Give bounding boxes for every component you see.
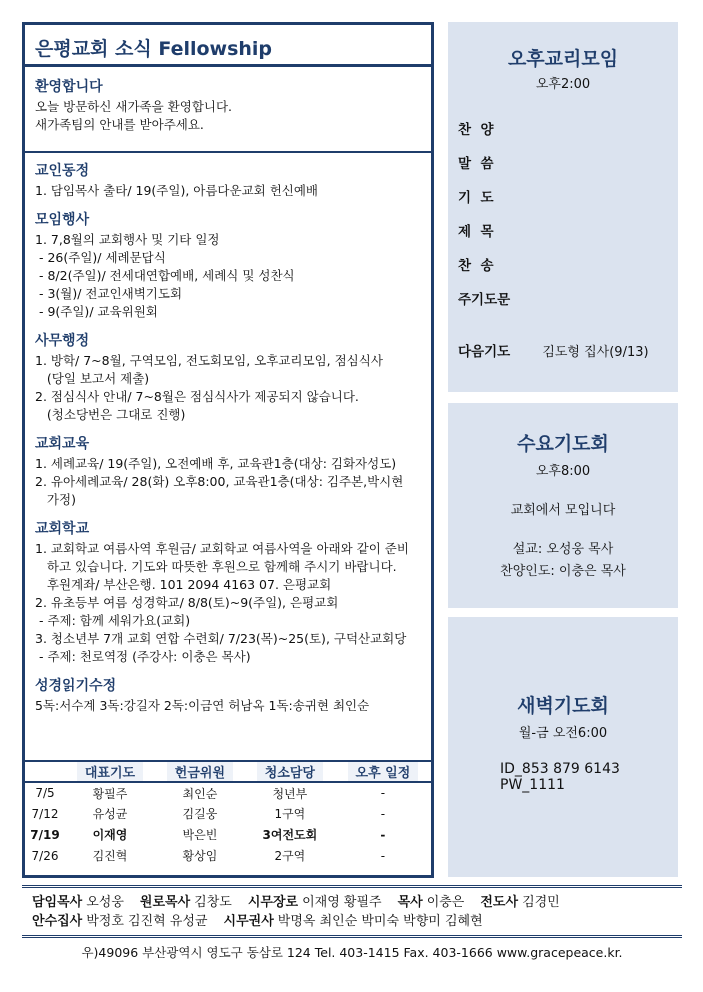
- schedule-row: [25, 803, 431, 824]
- news-line: 가정): [35, 492, 76, 507]
- schedule-header: [25, 762, 65, 782]
- news-line: 1. 세례교육/ 19(주일), 오전예배 후, 교육관1층(대상: 김화자성도): [35, 456, 397, 471]
- staff-name: 김경민: [522, 895, 560, 910]
- address: 우)49096 부산광역시 영도구 동삼로 124 Tel. 403-1415 Fax. 403-1666 www.gracepeace.kr.: [81, 945, 623, 960]
- news-line: 2. 점심식사 안내/ 7~8월은 점심식사가 제공되지 않습니다.: [35, 389, 359, 404]
- news-line: 1. 방학/ 7~8월, 구역모임, 전도회모임, 오후교리모임, 점심식사: [35, 353, 383, 368]
- news-line: 하고 있습니다. 기도와 따뜻한 후원으로 함께해 주시기 바랍니다.: [35, 559, 397, 574]
- staff-role: 목사: [397, 895, 423, 910]
- staff-name: 오성웅: [86, 895, 124, 910]
- program-item: 주기도문: [458, 292, 511, 308]
- section-heading: 성경읽기수정: [35, 678, 117, 694]
- section-heading: 교회교육: [35, 436, 90, 452]
- dawn-prayer-panel: [448, 617, 678, 877]
- schedule-cell-prayer: 김진혁: [92, 849, 128, 863]
- news-line: 3. 청소년부 7개 교회 연합 수련회/ 7/23(목)~25(토), 구덕산교회당: [35, 631, 407, 646]
- news-line: - 8/2(주일)/ 전세대연합예배, 세례식 및 성찬식: [35, 268, 295, 283]
- schedule-header: [245, 762, 335, 782]
- meeting-id: ID_853 879 6143: [500, 761, 620, 777]
- schedule-cell-cleaning: 2구역: [274, 849, 306, 863]
- schedule-cell-prayer: 이재영: [92, 828, 128, 842]
- schedule-cell-afternoon: -: [380, 848, 386, 863]
- program-item: 찬 양: [458, 122, 494, 138]
- schedule-row: [25, 824, 431, 845]
- program-item: 제 목: [458, 224, 494, 240]
- staff-role: 원로목사: [139, 895, 191, 910]
- welcome-line: 오늘 방문하신 새가족을 환영합니다.: [35, 99, 233, 114]
- schedule-cell-date: 7/19: [30, 827, 60, 842]
- wednesday-title: 수요기도회: [517, 433, 609, 455]
- news-line: - 26(주일)/ 세례문답식: [35, 250, 166, 265]
- welcome-heading: 환영합니다: [35, 79, 103, 95]
- news-list: [25, 153, 431, 759]
- schedule-cell-date: 7/5: [35, 786, 55, 800]
- meeting-password: PW_1111: [500, 777, 565, 793]
- schedule-header: [335, 762, 431, 782]
- wednesday-time: 오후8:00: [535, 464, 591, 479]
- section-heading: 모임행사: [35, 212, 90, 228]
- page-title: 은평교회 소식 Fellowship: [25, 25, 431, 67]
- news-line: 2. 유초등부 여름 성경학교/ 8/8(토)~9(주일), 은평교회: [35, 595, 339, 610]
- schedule-header-label: 대표기도: [77, 762, 143, 781]
- schedule-header-label: 오후 일정: [348, 762, 419, 781]
- staff-name: 이재영 황필주: [302, 895, 382, 910]
- staff-role: 시무장로: [247, 895, 299, 910]
- schedule-cell-date: 7/26: [31, 848, 59, 863]
- schedule-cell-offering: 최인순: [182, 786, 218, 801]
- wednesday-prayer-panel: [448, 403, 678, 608]
- news-line: 5독:서수계 3독:강길자 2독:이금연 허남옥 1독:송귀현 최인순: [35, 698, 370, 713]
- duty-schedule: [25, 760, 431, 875]
- afternoon-title: 오후교리모임: [507, 48, 619, 70]
- schedule-cell-prayer: 유성균: [92, 807, 128, 821]
- schedule-cell-afternoon: -: [380, 827, 386, 842]
- news-line: (당일 보고서 제출): [35, 371, 150, 386]
- schedule-header: [65, 762, 155, 782]
- wednesday-place: 교회에서 모입니다: [510, 503, 616, 518]
- news-line: 1. 7,8월의 교회행사 및 기타 일정: [35, 232, 220, 247]
- section-heading: 사무행정: [35, 333, 90, 349]
- staff-name: 김창도: [194, 895, 232, 910]
- news-line: 1. 담임목사 출타/ 19(주일), 아름다운교회 헌신예배: [35, 183, 318, 198]
- schedule-row: [25, 782, 431, 803]
- schedule-cell-offering: 황상임: [182, 849, 218, 863]
- schedule-header: [155, 762, 245, 782]
- schedule-header-label: 청소담당: [257, 762, 323, 781]
- news-line: 2. 유아세례교육/ 28(화) 오후8:00, 교육관1층(대상: 김주본,박시현: [35, 474, 404, 489]
- staff-name: 박정호 김진혁 유성균: [86, 914, 208, 929]
- next-prayer-label: 다음기도: [458, 344, 511, 360]
- afternoon-meeting-panel: [448, 22, 678, 392]
- news-line: 1. 교회학교 여름사역 후원금/ 교회학교 여름사역을 아래와 같이 준비: [35, 541, 409, 556]
- schedule-header-label: 헌금위원: [167, 762, 233, 781]
- schedule-cell-offering: 김길웅: [182, 807, 218, 821]
- section-heading: 교회학교: [35, 521, 90, 537]
- schedule-cell-prayer: 황필주: [92, 786, 128, 801]
- news-panel: [22, 22, 434, 878]
- news-line: - 3(월)/ 전교인새벽기도회: [35, 286, 183, 301]
- schedule-cell-date: 7/12: [31, 806, 59, 821]
- program-item: 말 씀: [458, 156, 494, 172]
- news-line: - 9(주일)/ 교육위원회: [35, 304, 158, 319]
- wednesday-leader: 찬양인도: 이충은 목사: [500, 564, 626, 579]
- news-line: - 주제: 함께 세워가요(교회): [35, 613, 191, 628]
- schedule-cell-offering: 박은빈: [182, 828, 218, 842]
- schedule-cell-cleaning: 3여전도회: [262, 828, 318, 842]
- schedule-cell-afternoon: -: [380, 786, 386, 800]
- footer: [22, 885, 682, 965]
- wednesday-preacher: 설교: 오성웅 목사: [512, 542, 614, 557]
- staff-role: 전도사: [480, 895, 519, 910]
- staff-role: 시무권사: [223, 914, 274, 929]
- program-item: 찬 송: [458, 258, 494, 274]
- staff-name: 이충은: [426, 895, 465, 910]
- staff-role: 안수집사: [32, 914, 83, 929]
- staff-name: 박명옥 최인순 박미숙 박향미 김혜현: [277, 914, 483, 929]
- news-line: - 주제: 천로역정 (주강사: 이충은 목사): [35, 649, 251, 664]
- welcome-section: [25, 67, 431, 153]
- schedule-row: [25, 845, 431, 866]
- staff-list: [22, 889, 682, 935]
- news-line: 후원계좌/ 부산은행. 101 2094 4163 07. 은평교회: [35, 577, 332, 592]
- welcome-line: 새가족팀의 안내를 받아주세요.: [35, 117, 204, 132]
- news-line: (청소당번은 그대로 진행): [35, 407, 186, 422]
- schedule-cell-afternoon: -: [380, 806, 386, 821]
- dawn-time: 월-금 오전6:00: [518, 726, 608, 741]
- staff-role: 담임목사: [32, 895, 83, 910]
- section-heading: 교인동정: [35, 163, 90, 179]
- next-prayer-value: 김도형 집사(9/13): [542, 345, 649, 360]
- schedule-cell-cleaning: 1구역: [274, 807, 306, 821]
- schedule-cell-cleaning: 청년부: [272, 786, 308, 801]
- dawn-title: 새벽기도회: [517, 695, 609, 717]
- next-prayer-row: [448, 340, 678, 360]
- program-item: 기 도: [458, 190, 494, 206]
- afternoon-time: 오후2:00: [535, 77, 591, 92]
